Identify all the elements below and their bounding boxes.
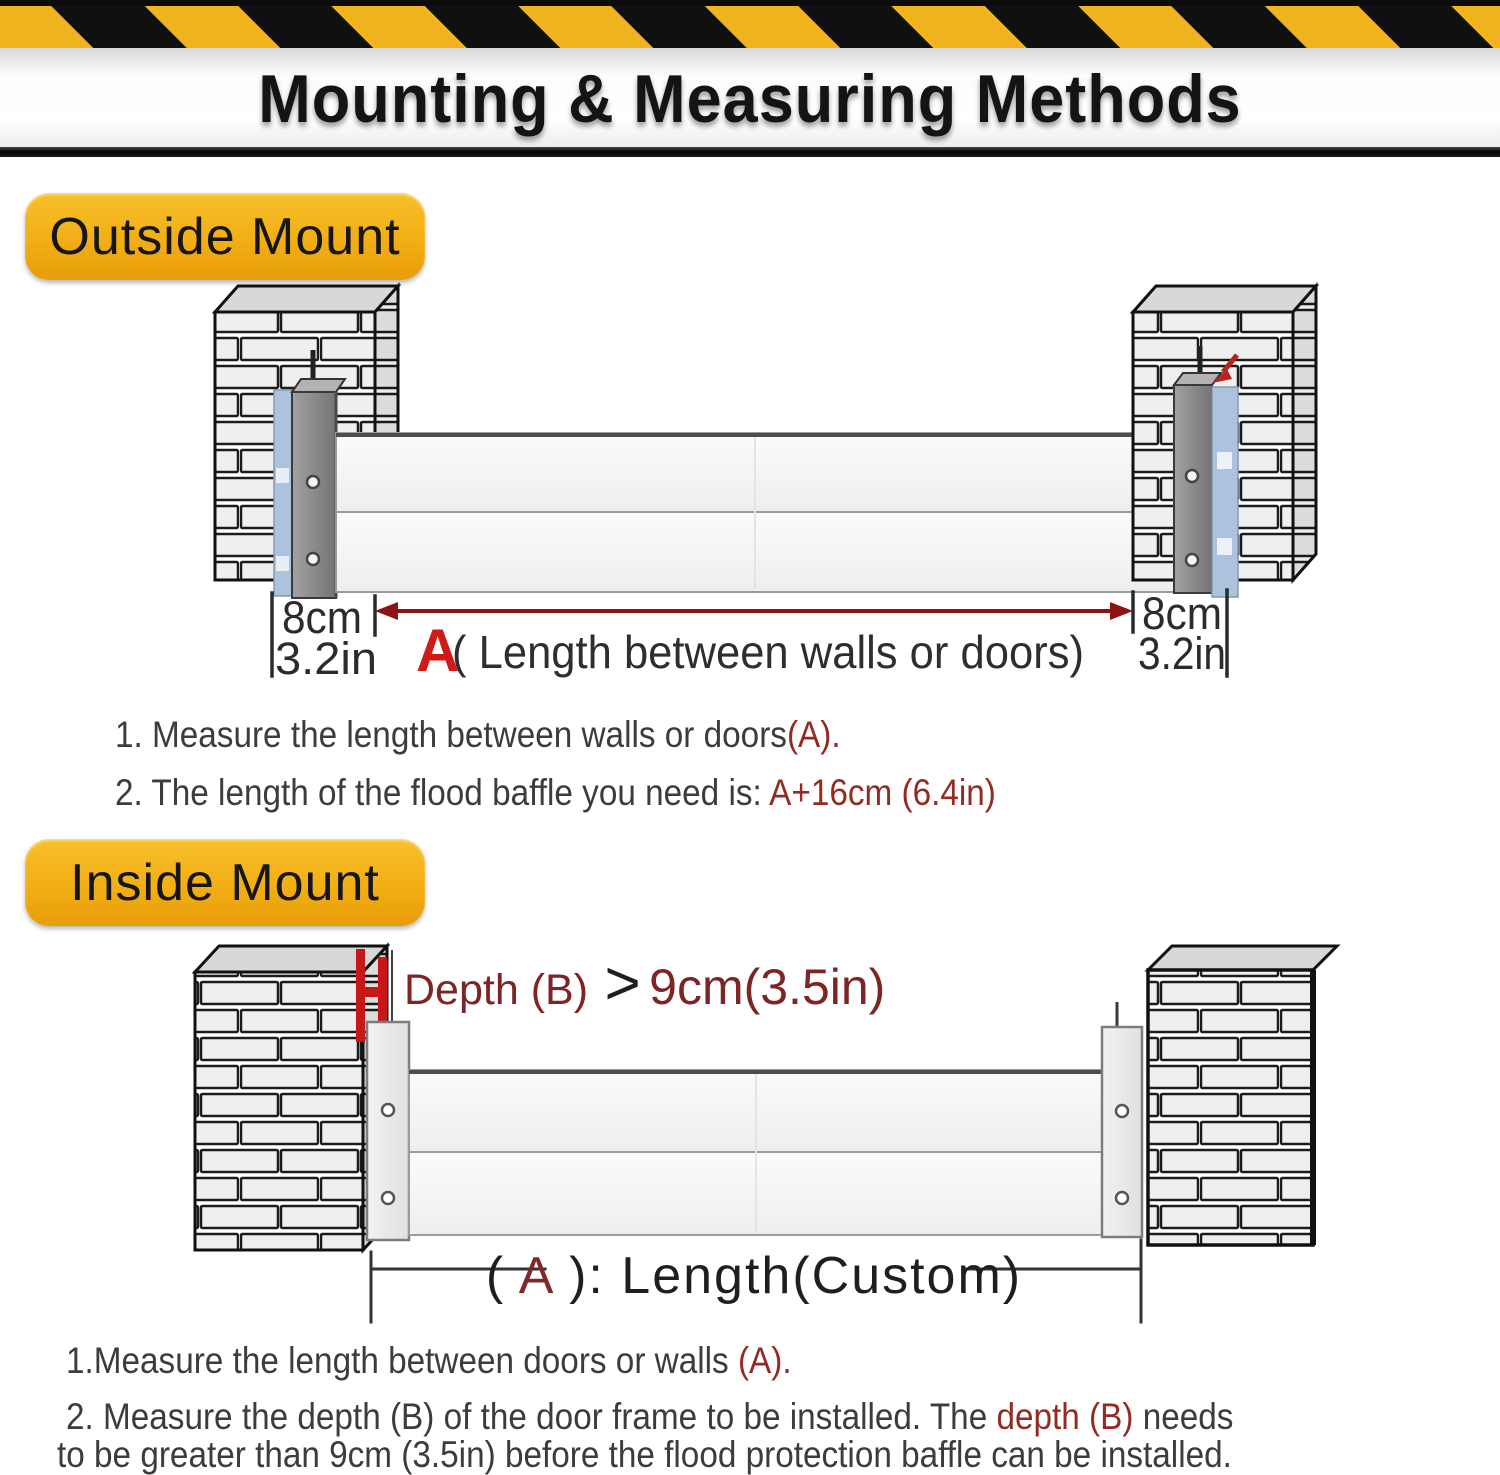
inside-step-2 [66,1396,1233,1438]
outside-step-1-accent: (A). [786,714,841,755]
outside-flood-barrier [336,433,1174,592]
length-label-a: A [518,1247,553,1305]
banner-divider [0,147,1500,157]
outside-measure-labels [275,588,1226,684]
outside-mount-badge [25,193,425,280]
length-custom-label [486,1247,1022,1305]
outside-step-1 [115,714,841,756]
outside-right-bracket [1174,355,1238,597]
right-3-2in-label: 3.2in [1138,628,1226,679]
depth-label [404,949,885,1018]
outside-mount-diagram [0,280,1500,700]
hazard-stripe-band [0,6,1500,48]
inside-step-3 [57,1434,1232,1475]
dimension-a-description: ( Length between walls or doors) [452,626,1084,678]
inside-step-1-text: 1.Measure the length between doors or walls [66,1340,738,1381]
screw-hole [307,476,319,488]
screw-hole [382,1192,394,1204]
dimension-a-letter: A [416,617,460,684]
inside-mount-badge-label: Inside Mount [70,853,380,912]
inside-step-2-accent: depth (B) [996,1396,1134,1437]
inside-step-1 [66,1340,792,1382]
screw-hole [307,553,319,565]
inside-right-pillar [1148,946,1337,1245]
left-3-2in-label: 3.2in [275,633,377,684]
length-label-open-paren: ( [485,1247,506,1305]
left-8cm-label: 8cm [282,592,362,643]
page-title: Mounting & Measuring Methods [258,61,1242,137]
screw-hole [1116,1105,1128,1117]
inside-step-2-text: 2. Measure the depth (B) of the door frame to be installed. The [66,1396,997,1437]
greater-than-sign: > [604,949,641,1018]
outside-step-2-accent: A+16cm (6.4in) [769,772,996,813]
outside-step-2 [115,772,996,814]
inside-step-2-post: needs [1133,1396,1234,1437]
inside-right-plate [1102,1002,1142,1237]
inside-left-plate [367,1022,409,1240]
screw-hole [1186,554,1198,566]
title-banner [0,48,1500,147]
depth-label-name: Depth (B) [404,966,589,1014]
inside-mount-badge [25,839,425,926]
inside-flood-barrier [409,1070,1102,1235]
outside-left-bracket [274,379,345,598]
length-label-rest: ): Length(Custom) [569,1247,1023,1305]
right-seal-strip [1212,387,1238,597]
screw-hole [1186,470,1198,482]
outside-step-1-text: 1. Measure the length between walls or doors [115,714,787,755]
screw-hole [1116,1192,1128,1204]
depth-label-value: 9cm(3.5in) [649,959,886,1015]
outside-step-2-text: 2. The length of the flood baffle you need is: [115,772,770,813]
right-8cm-label: 8cm [1142,588,1222,639]
inside-step-1-accent: (A). [737,1340,792,1381]
inside-mount-diagram [0,935,1500,1330]
screw-hole [382,1104,394,1116]
inside-step-3-text: to be greater than 9cm (3.5in) before the flood protection baffle can be installed. [57,1434,1232,1475]
outside-mount-badge-label: Outside Mount [49,207,401,266]
